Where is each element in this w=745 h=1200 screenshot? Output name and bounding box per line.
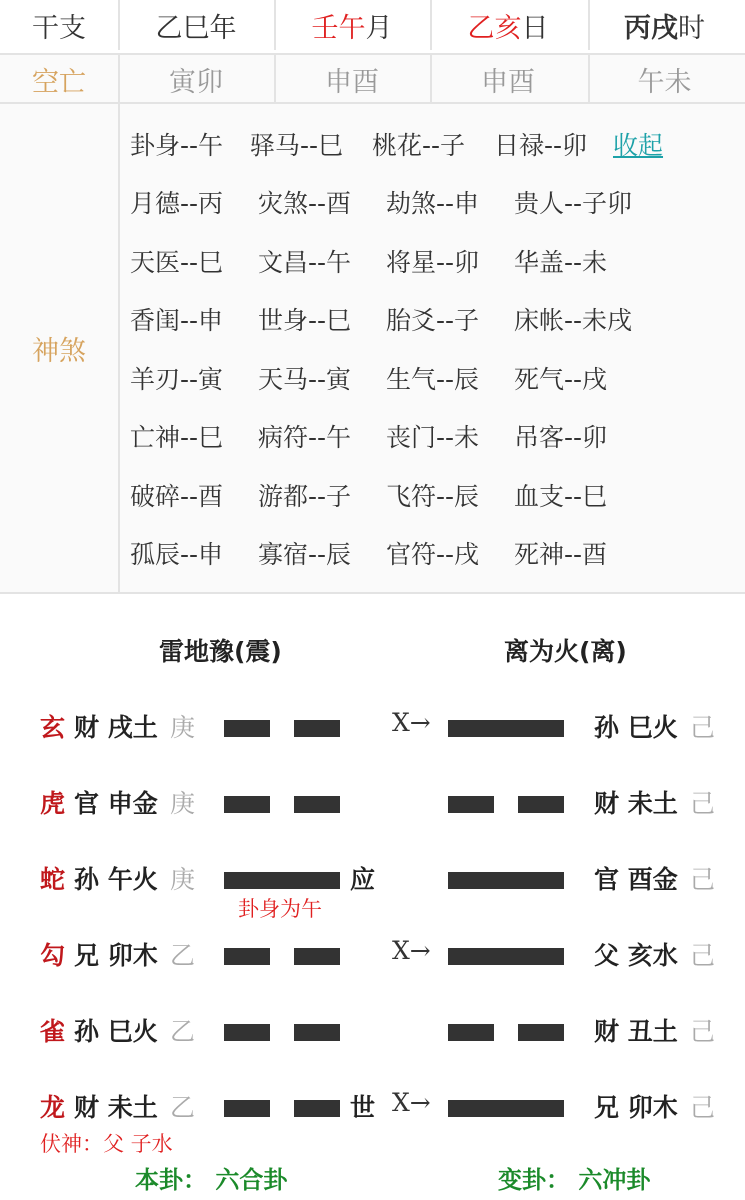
line-relation: 财 未土 <box>74 1093 158 1122</box>
shensha-label: 神煞 <box>32 335 86 367</box>
ganzhi-row <box>0 0 745 50</box>
shensha-item: 驿马--巳 <box>250 131 344 160</box>
line-relation: 兄 卯木 <box>74 941 158 970</box>
yin-line-segment <box>224 796 270 813</box>
yang-line <box>448 720 564 737</box>
changed-line-stem: 己 <box>690 941 716 970</box>
shensha-item: 破碎--酉 <box>130 482 224 511</box>
shensha-item: 寡宿--辰 <box>258 540 352 569</box>
divider <box>430 0 432 50</box>
yin-line-segment <box>294 720 340 737</box>
kongwang-year: 寅卯 <box>169 67 223 98</box>
line-relation: 官 申金 <box>74 789 158 818</box>
kongwang-row <box>0 53 745 104</box>
six-god: 虎 <box>40 789 66 818</box>
divider <box>118 55 120 104</box>
shensha-item: 吊客--卯 <box>514 423 608 452</box>
shensha-item: 月德--丙 <box>130 189 224 218</box>
shensha-item: 丧门--未 <box>386 423 480 452</box>
changed-line-relation: 孙 巳火 <box>594 713 678 742</box>
year-gan: 乙巳 <box>155 12 210 44</box>
shensha-item: 羊刃--寅 <box>130 365 224 394</box>
yin-line-segment <box>224 720 270 737</box>
divider <box>274 0 276 50</box>
shensha-item: 香闺--申 <box>130 306 224 335</box>
shensha-item: 天医--巳 <box>130 248 224 277</box>
yin-line-segment <box>448 1024 494 1041</box>
main-hexagram-title: 雷地豫(震) <box>159 637 282 666</box>
info-table <box>0 0 745 590</box>
changed-hexagram-title: 离为火(离) <box>504 637 627 666</box>
line-relation: 孙 巳火 <box>74 1017 158 1046</box>
divider <box>588 55 590 104</box>
yang-line <box>448 948 564 965</box>
moving-line-marker: X→ <box>392 1088 431 1117</box>
divider <box>118 0 120 50</box>
day-suffix: 日 <box>521 12 549 44</box>
divider <box>588 0 590 50</box>
shensha-item: 贵人--子卯 <box>514 189 633 218</box>
yin-line-segment <box>294 796 340 813</box>
moving-line-marker: X→ <box>392 708 431 737</box>
changed-line-stem: 己 <box>690 789 716 818</box>
shensha-item: 文昌--午 <box>258 248 352 277</box>
yin-line-segment <box>224 948 270 965</box>
shensha-item: 日禄--卯 <box>494 131 588 160</box>
shensha-item: 床帐--未戌 <box>514 306 633 335</box>
changed-line-relation: 父 亥水 <box>594 941 678 970</box>
changed-line-stem: 己 <box>690 865 716 894</box>
shensha-item: 游都--子 <box>258 482 352 511</box>
shensha-item: 天马--寅 <box>258 365 352 394</box>
shensha-item: 桃花--子 <box>372 131 466 160</box>
shensha-item: 世身--巳 <box>258 306 352 335</box>
shensha-item: 死神--酉 <box>514 540 608 569</box>
hexagram-line <box>0 784 745 828</box>
hexagram-line <box>0 708 745 752</box>
line-relation: 孙 午火 <box>74 865 158 894</box>
month-gan: 壬午 <box>311 12 366 44</box>
yin-line-segment <box>294 1100 340 1117</box>
yin-line-segment <box>518 1024 564 1041</box>
shensha-item: 劫煞--申 <box>386 189 480 218</box>
collapse-link[interactable]: 收起 <box>613 131 664 160</box>
shensha-item: 灾煞--酉 <box>258 189 352 218</box>
line-stem: 乙 <box>170 1093 196 1122</box>
yin-line-segment <box>224 1024 270 1041</box>
ganzhi-label: 干支 <box>32 12 86 44</box>
changed-line-stem: 己 <box>690 1093 716 1122</box>
divider <box>118 104 120 592</box>
yang-line <box>224 872 340 889</box>
shensha-item: 飞符--辰 <box>386 482 480 511</box>
ying-marker: 应 <box>350 865 376 894</box>
kongwang-label: 空亡 <box>32 67 86 98</box>
line-stem: 庚 <box>170 789 196 818</box>
line-relation: 财 戌土 <box>74 713 158 742</box>
hour-suffix: 时 <box>678 12 705 44</box>
line-stem: 乙 <box>170 941 196 970</box>
six-god: 龙 <box>40 1093 66 1122</box>
shensha-item: 卦身--午 <box>130 131 224 160</box>
shensha-item: 血支--巳 <box>514 482 608 511</box>
main-hexagram-type: 本卦： 六合卦 <box>135 1166 288 1194</box>
six-god: 玄 <box>40 713 66 742</box>
kongwang-hour: 午未 <box>637 67 692 98</box>
yin-line-segment <box>448 796 494 813</box>
hexagram-line <box>0 1012 745 1056</box>
day-gan: 乙亥 <box>467 12 522 44</box>
moving-line-marker: X→ <box>392 936 431 965</box>
changed-line-stem: 己 <box>690 713 716 742</box>
shensha-item: 孤辰--申 <box>130 540 224 569</box>
changed-line-relation: 财 丑土 <box>594 1017 678 1046</box>
gua-shen-note: 卦身为午 <box>238 897 322 921</box>
shensha-item: 华盖--未 <box>514 248 608 277</box>
yin-line-segment <box>224 1100 270 1117</box>
changed-line-relation: 兄 卯木 <box>594 1093 678 1122</box>
shensha-item: 将星--卯 <box>386 248 480 277</box>
changed-line-relation: 官 酉金 <box>594 865 678 894</box>
kongwang-day: 申酉 <box>481 67 535 98</box>
hour-gan: 丙戌 <box>624 12 678 44</box>
yin-line-segment <box>294 948 340 965</box>
shensha-item: 死气--戌 <box>514 365 608 394</box>
hexagram-line <box>0 936 745 980</box>
month-suffix: 月 <box>365 12 393 44</box>
shensha-item: 生气--辰 <box>386 365 480 394</box>
shensha-item: 胎爻--子 <box>386 306 480 335</box>
year-pillar <box>118 0 274 50</box>
six-god: 勾 <box>40 941 66 970</box>
fushen-note: 伏神：父 子水 <box>40 1132 173 1156</box>
month-pillar <box>274 0 430 50</box>
shensha-item: 病符--午 <box>258 423 352 452</box>
six-god: 雀 <box>40 1017 66 1046</box>
shi-marker: 世 <box>350 1093 376 1122</box>
hexagram-line <box>0 1088 745 1156</box>
line-stem: 乙 <box>170 1017 196 1046</box>
divider <box>274 55 276 104</box>
yin-line-segment <box>518 796 564 813</box>
changed-line-relation: 财 未土 <box>594 789 678 818</box>
shensha-item: 官符--戌 <box>386 540 480 569</box>
hour-pillar <box>586 0 743 50</box>
divider <box>430 55 432 104</box>
kongwang-month: 申酉 <box>325 67 379 98</box>
line-stem: 庚 <box>170 865 196 894</box>
six-god: 蛇 <box>40 865 66 894</box>
hexagram-line <box>0 860 745 921</box>
yang-line <box>448 872 564 889</box>
yin-line-segment <box>294 1024 340 1041</box>
yang-line <box>448 1100 564 1117</box>
year-suffix: 年 <box>209 12 237 44</box>
changed-hexagram-type: 变卦： 六冲卦 <box>498 1166 651 1194</box>
day-pillar <box>430 0 586 50</box>
changed-line-stem: 己 <box>690 1017 716 1046</box>
shensha-section <box>0 102 745 594</box>
line-stem: 庚 <box>170 713 196 742</box>
shensha-item: 亡神--巳 <box>130 423 224 452</box>
